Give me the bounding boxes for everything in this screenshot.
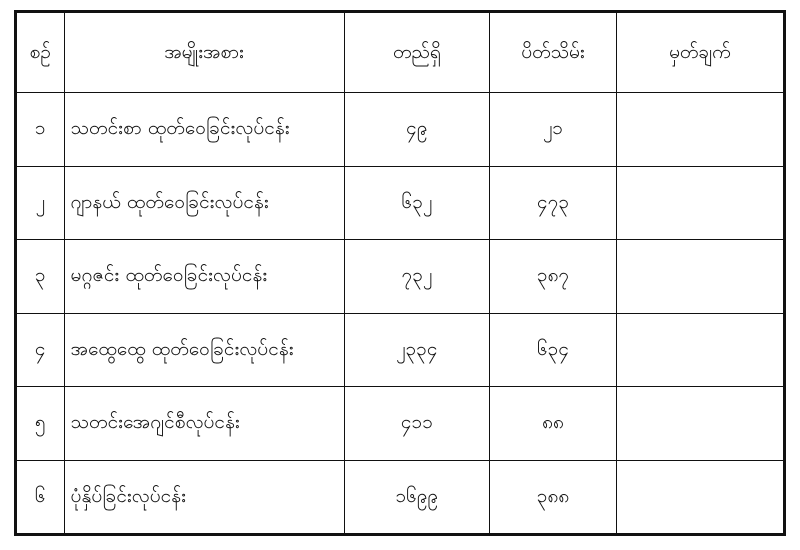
column-header-existing [344, 13, 490, 93]
cell-no: ၆ [17, 460, 65, 534]
table-container [14, 10, 786, 536]
cell-no: ၂ [17, 166, 65, 240]
table-row [17, 313, 784, 387]
cell-type: ပုံနှိပ်ခြင်းလုပ်ငန်း [64, 460, 344, 534]
cell-note [616, 240, 783, 314]
column-header-type [64, 13, 344, 93]
column-header-note [616, 13, 783, 93]
cell-closed: ၃၈၈ [490, 460, 617, 534]
column-header-no [17, 13, 65, 93]
column-header-no-label: စဉ် [29, 40, 51, 63]
cell-type: သတင်းအေဂျင်စီလုပ်ငန်း [64, 387, 344, 461]
cell-note [616, 93, 783, 167]
cell-closed: ၃၈၇ [490, 240, 617, 314]
column-header-note-label: မှတ်ချက် [669, 40, 731, 63]
data-table [16, 12, 784, 534]
header-row [17, 13, 784, 93]
table-row [17, 460, 784, 534]
cell-existing: ၂၃၃၄ [344, 313, 490, 387]
table-row [17, 387, 784, 461]
cell-note [616, 313, 783, 387]
cell-closed: ၆၃၄ [490, 313, 617, 387]
cell-existing: ၆၃၂ [344, 166, 490, 240]
cell-note [616, 460, 783, 534]
cell-existing: ၄၁၁ [344, 387, 490, 461]
cell-no: ၄ [17, 313, 65, 387]
cell-no: ၅ [17, 387, 65, 461]
cell-type: မဂ္ဂဇင်း ထုတ်ဝေခြင်းလုပ်ငန်း [64, 240, 344, 314]
cell-closed: ၈၈ [490, 387, 617, 461]
cell-closed: ၂၁ [490, 93, 617, 167]
table-row [17, 166, 784, 240]
cell-type: အထွေထွေ ထုတ်ဝေခြင်းလုပ်ငန်း [64, 313, 344, 387]
cell-note [616, 387, 783, 461]
cell-type: ဂျာနယ် ထုတ်ဝေခြင်းလုပ်ငန်း [64, 166, 344, 240]
cell-type: သတင်းစာ ထုတ်ဝေခြင်းလုပ်ငန်း [64, 93, 344, 167]
table-row [17, 93, 784, 167]
column-header-existing-label: တည်ရှိ [392, 40, 441, 63]
column-header-type-label: အမျိုးအစား [164, 40, 244, 63]
cell-note [616, 166, 783, 240]
column-header-closed [490, 13, 617, 93]
cell-closed: ၄၇၃ [490, 166, 617, 240]
cell-no: ၃ [17, 240, 65, 314]
column-header-closed-label: ပိတ်သိမ်း [521, 40, 585, 63]
cell-existing: ၁၆၉၉ [344, 460, 490, 534]
cell-no: ၁ [17, 93, 65, 167]
table-row [17, 240, 784, 314]
table-body [17, 93, 784, 534]
cell-existing: ၄၉ [344, 93, 490, 167]
table-header [17, 13, 784, 93]
cell-existing: ၇၃၂ [344, 240, 490, 314]
